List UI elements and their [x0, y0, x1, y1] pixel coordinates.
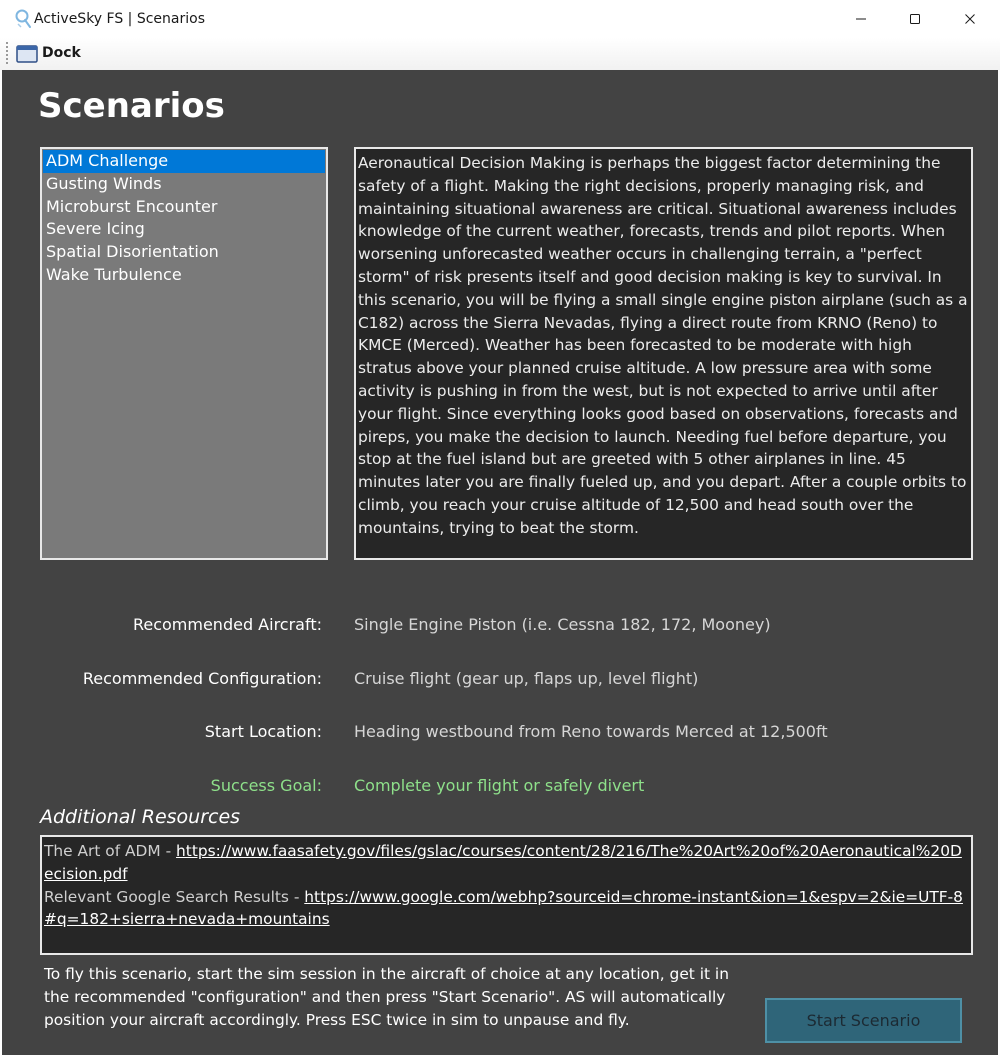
instructions-text: To fly this scenario, start the sim session in the aircraft of choice at any location, get it in the recommended "configuration" and then press "Start Scenario". AS will automatically position your aircraft accordingly. Press ESC twice in sim to unpause and fly.	[44, 965, 729, 1029]
additional-resources-box	[40, 835, 973, 955]
scenario-item-wake-turbulence[interactable]: Wake Turbulence	[46, 264, 182, 284]
dock-menu-item[interactable]: Dock	[42, 45, 81, 61]
activesky-app-icon	[14, 9, 32, 29]
start-scenario-button[interactable]: Start Scenario	[765, 998, 962, 1043]
recommended-aircraft-label: Recommended Aircraft:	[132, 615, 322, 634]
resource-link-google-search[interactable]: https://www.google.com/webhp?sourceid=chrome-instant&ion=1&espv=2&ie=UTF-8#q=182+sierra+nevada+mountains	[44, 887, 963, 929]
page-title: Scenarios	[38, 86, 225, 126]
recommended-configuration-label: Recommended Configuration:	[82, 669, 322, 688]
start-location-value: Heading westbound from Reno towards Merced at 12,500ft	[354, 722, 828, 741]
success-goal-label: Success Goal:	[210, 776, 322, 795]
start-location-label: Start Location:	[204, 722, 322, 741]
minimize-icon	[855, 13, 867, 25]
resource-item	[44, 886, 969, 932]
close-icon	[964, 13, 976, 25]
recommended-aircraft-value: Single Engine Piston (i.e. Cessna 182, 172, Mooney)	[354, 615, 771, 634]
scenario-item-microburst-encounter[interactable]: Microburst Encounter	[46, 196, 218, 216]
scenario-list[interactable]	[40, 147, 328, 560]
scenario-item-adm-challenge[interactable]: ADM Challenge	[43, 150, 325, 173]
window-dock-icon[interactable]	[16, 44, 38, 64]
scenario-description: Aeronautical Decision Making is perhaps the biggest factor determining the safety of a flight. Making the right decisions, properly managing risk, and maintaining situational awareness are critical. Situational awareness includes knowledge of the current weather, forecasts, trends and pilot reports. When worsening unforecasted weather occurs in challenging terrain, a "perfect storm" of risk presents itself and good decision making is key to survival. In this scenario, you will be flying a small single engine piston airplane (such as a C182) across the Sierra Nevadas, flying a direct route from KRNO (Reno) to KMCE (Merced). Weather has been forecasted to be moderate with high stratus above your planned cruise altitude. A low pressure area with some activity is pushing in from the west, but is not expected to arrive until after your flight. Since everything looks good based on observations, forecasts and pireps, you make the decision to launch. Needing fuel before departure, you stop at the fuel island but are greeted with 5 other airplanes in line. 45 minutes later you are finally fueled up, and you depart. After a couple orbits to climb, you reach your cruise altitude of 12,500 and head south over the mountains, trying to beat the storm.	[354, 147, 973, 560]
scenario-item-gusting-winds[interactable]: Gusting Winds	[46, 173, 162, 193]
resource-item	[44, 840, 969, 886]
additional-resources-title: Additional Resources	[40, 806, 241, 828]
window-title: ActiveSky FS | Scenarios	[34, 11, 206, 27]
maximize-icon	[909, 13, 921, 25]
menu-bar	[0, 38, 1000, 70]
title-bar[interactable]	[0, 0, 1000, 38]
resource-link-art-of-adm[interactable]: https://www.faasafety.gov/files/gslac/courses/content/28/216/The%20Art%20of%20Aeronautical%20Decision.pdf	[44, 842, 962, 883]
maximize-button[interactable]	[892, 0, 938, 38]
resource-prefix: Relevant Google Search Results -	[44, 887, 305, 906]
success-goal-value: Complete your flight or safely divert	[354, 776, 645, 795]
resource-prefix: The Art of ADM -	[44, 842, 177, 860]
close-button[interactable]	[947, 0, 993, 38]
recommended-configuration-value: Cruise flight (gear up, flaps up, level flight)	[354, 669, 699, 688]
toolbar-grip[interactable]	[6, 42, 10, 64]
scenario-item-severe-icing[interactable]: Severe Icing	[46, 219, 145, 239]
minimize-button[interactable]	[838, 0, 884, 38]
scenario-item-spatial-disorientation[interactable]: Spatial Disorientation	[46, 242, 219, 262]
